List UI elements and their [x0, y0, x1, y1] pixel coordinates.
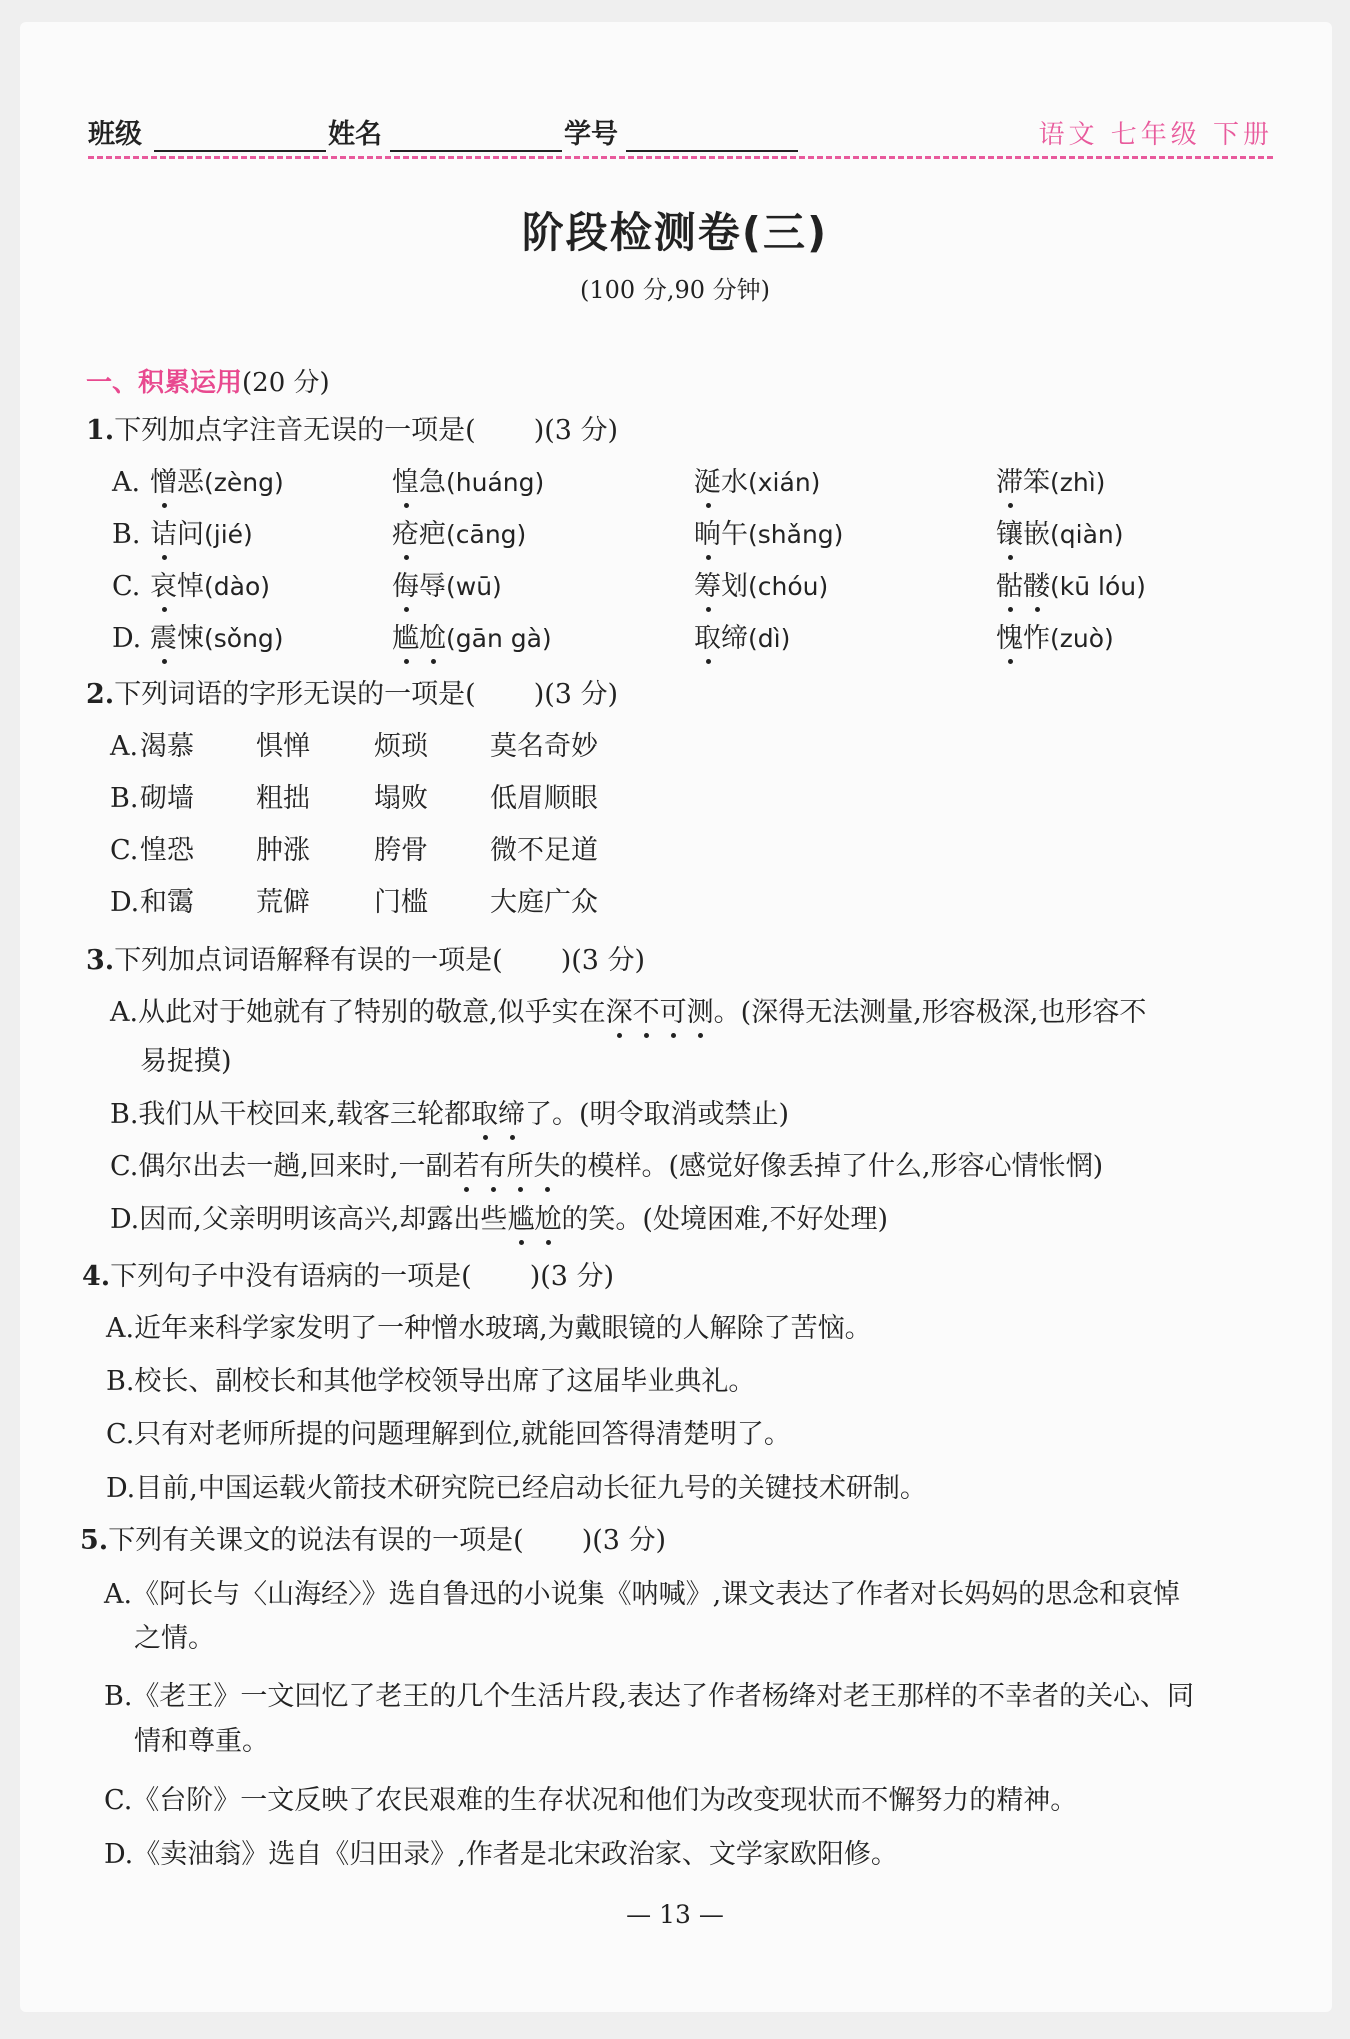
question-2-word: 和霭 [140, 887, 194, 918]
question-1-option-item: 诘问(jié) [150, 519, 253, 550]
question-2-word: 惧惮 [256, 731, 310, 762]
question-5-option-c: C.《台阶》一文反映了农民艰难的生存状况和他们为改变现状而不懈努力的精神。 [104, 1785, 1078, 1816]
question-5-stem: 5.下列有关课文的说法有误的一项是( )(3 分) [80, 1525, 667, 1556]
question-4-stem: 4.下列句子中没有语病的一项是( )(3 分) [82, 1261, 615, 1292]
question-2-word: 低眉顺眼 [490, 783, 598, 814]
question-1-option-item: 滞笨(zhì) [996, 467, 1106, 498]
question-1-option-item: 愧怍(zuò) [996, 623, 1114, 654]
question-1-option-item: 筹划(chóu) [694, 571, 829, 602]
question-3-option-a-cont: 易捉摸) [140, 1046, 232, 1077]
class-blank[interactable] [154, 150, 326, 152]
question-1-option-label: D. [112, 623, 142, 654]
dotted-term: 尴尬 [507, 1204, 562, 1235]
question-1-option-item: 惶急(huáng) [392, 467, 545, 498]
question-1-option-item: 镶嵌(qiàn) [996, 519, 1124, 550]
question-2-word: 惶恐 [140, 835, 194, 866]
question-4-option-d: D.目前,中国运载火箭技术研究院已经启动长征九号的关键技术研制。 [106, 1473, 927, 1504]
name-blank[interactable] [390, 150, 562, 152]
question-4-option-b: B.校长、副校长和其他学校领导出席了这届毕业典礼。 [106, 1366, 756, 1397]
question-1-option-item: 骷髅(kū lóu) [996, 571, 1146, 602]
subject-grade: 语文 七年级 下册 [1038, 120, 1273, 150]
page-title: 阶段检测卷(三) [521, 208, 829, 257]
question-3-stem: 3.下列加点词语解释有误的一项是( )(3 分) [86, 945, 646, 976]
question-1-option-item: 憎恶(zèng) [150, 467, 284, 498]
question-2-word: 粗拙 [256, 783, 310, 814]
section-heading [86, 362, 330, 399]
student-id-blank[interactable] [626, 150, 798, 152]
question-1-option-item: 尴尬(gān gà) [392, 623, 552, 654]
question-3-option-a: A.从此对于她就有了特别的敬意,似乎实在深不可测。(深得无法测量,形容极深,也形容不 [110, 997, 1147, 1028]
question-2-word: 大庭广众 [490, 887, 598, 918]
question-3-option-d: D.因而,父亲明明该高兴,却露出些尴尬的笑。(处境困难,不好处理) [110, 1204, 889, 1235]
question-2-word: 胯骨 [374, 835, 428, 866]
question-2-word: 塌败 [374, 783, 428, 814]
question-1-option-item: 晌午(shǎng) [694, 519, 844, 550]
question-1-option-item: 取缔(dì) [694, 623, 791, 654]
question-4-option-a: A.近年来科学家发明了一种憎水玻璃,为戴眼镜的人解除了苦恼。 [106, 1313, 872, 1344]
question-2-word: 莫名奇妙 [490, 731, 598, 762]
page-number: — 13 — [626, 1900, 724, 1929]
section-score: (20 分) [242, 368, 330, 398]
dotted-term: 取缔 [471, 1099, 526, 1130]
question-1-stem: 1.下列加点字注音无误的一项是( )(3 分) [86, 415, 619, 446]
question-2-option-label: C. [110, 835, 139, 866]
question-5-option-a-cont: 之情。 [134, 1623, 215, 1654]
question-2-word: 荒僻 [256, 887, 310, 918]
question-5-option-d: D.《卖油翁》选自《归田录》,作者是北宋政治家、文学家欧阳修。 [104, 1839, 898, 1870]
question-2-word: 渴慕 [140, 731, 194, 762]
question-1-option-item: 疮疤(cāng) [392, 519, 527, 550]
question-2-option-label: D. [110, 887, 140, 918]
question-1-option-item: 侮辱(wū) [392, 571, 502, 602]
question-5-option-b: B.《老王》一文回忆了老王的几个生活片段,表达了作者杨绛对老王那样的不幸者的关心、同 [104, 1681, 1195, 1712]
question-1-option-label: C. [112, 571, 141, 602]
name-label: 姓名 [328, 119, 382, 150]
question-1-option-item: 哀悼(dào) [150, 571, 270, 602]
question-3-option-c: C.偶尔出去一趟,回来时,一副若有所失的模样。(感觉好像丢掉了什么,形容心情怅惘) [110, 1151, 1104, 1182]
question-2-word: 砌墙 [140, 783, 194, 814]
question-1-option-label: A. [112, 467, 141, 498]
dotted-term: 若有所失 [452, 1151, 561, 1182]
question-2-option-label: A. [110, 731, 139, 762]
class-label: 班级 [88, 119, 142, 150]
question-2-stem: 2.下列词语的字形无误的一项是( )(3 分) [86, 679, 619, 710]
question-5-option-a: A.《阿长与〈山海经〉》选自鲁迅的小说集《呐喊》,课文表达了作者对长妈妈的思念和哀悼 [104, 1579, 1181, 1610]
question-2-word: 肿涨 [256, 835, 310, 866]
student-id-label: 学号 [564, 119, 618, 150]
dotted-term: 深不可测 [605, 997, 714, 1028]
question-2-word: 门槛 [374, 887, 428, 918]
question-2-word: 微不足道 [490, 835, 598, 866]
question-3-option-b: B.我们从干校回来,载客三轮都取缔了。(明令取消或禁止) [110, 1099, 790, 1130]
question-1-option-label: B. [112, 519, 141, 550]
question-2-option-label: B. [110, 783, 139, 814]
question-1-option-item: 涎水(xián) [694, 467, 821, 498]
section-label: 一、积累运用 [86, 368, 243, 398]
score-time: (100 分,90 分钟) [580, 276, 770, 304]
question-5-option-b-cont: 情和尊重。 [134, 1726, 269, 1757]
question-2-word: 烦琐 [374, 731, 428, 762]
question-1-option-item: 震悚(sǒng) [150, 623, 284, 654]
question-4-option-c: C.只有对老师所提的问题理解到位,就能回答得清楚明了。 [106, 1419, 791, 1450]
student-info-header [88, 110, 1273, 159]
